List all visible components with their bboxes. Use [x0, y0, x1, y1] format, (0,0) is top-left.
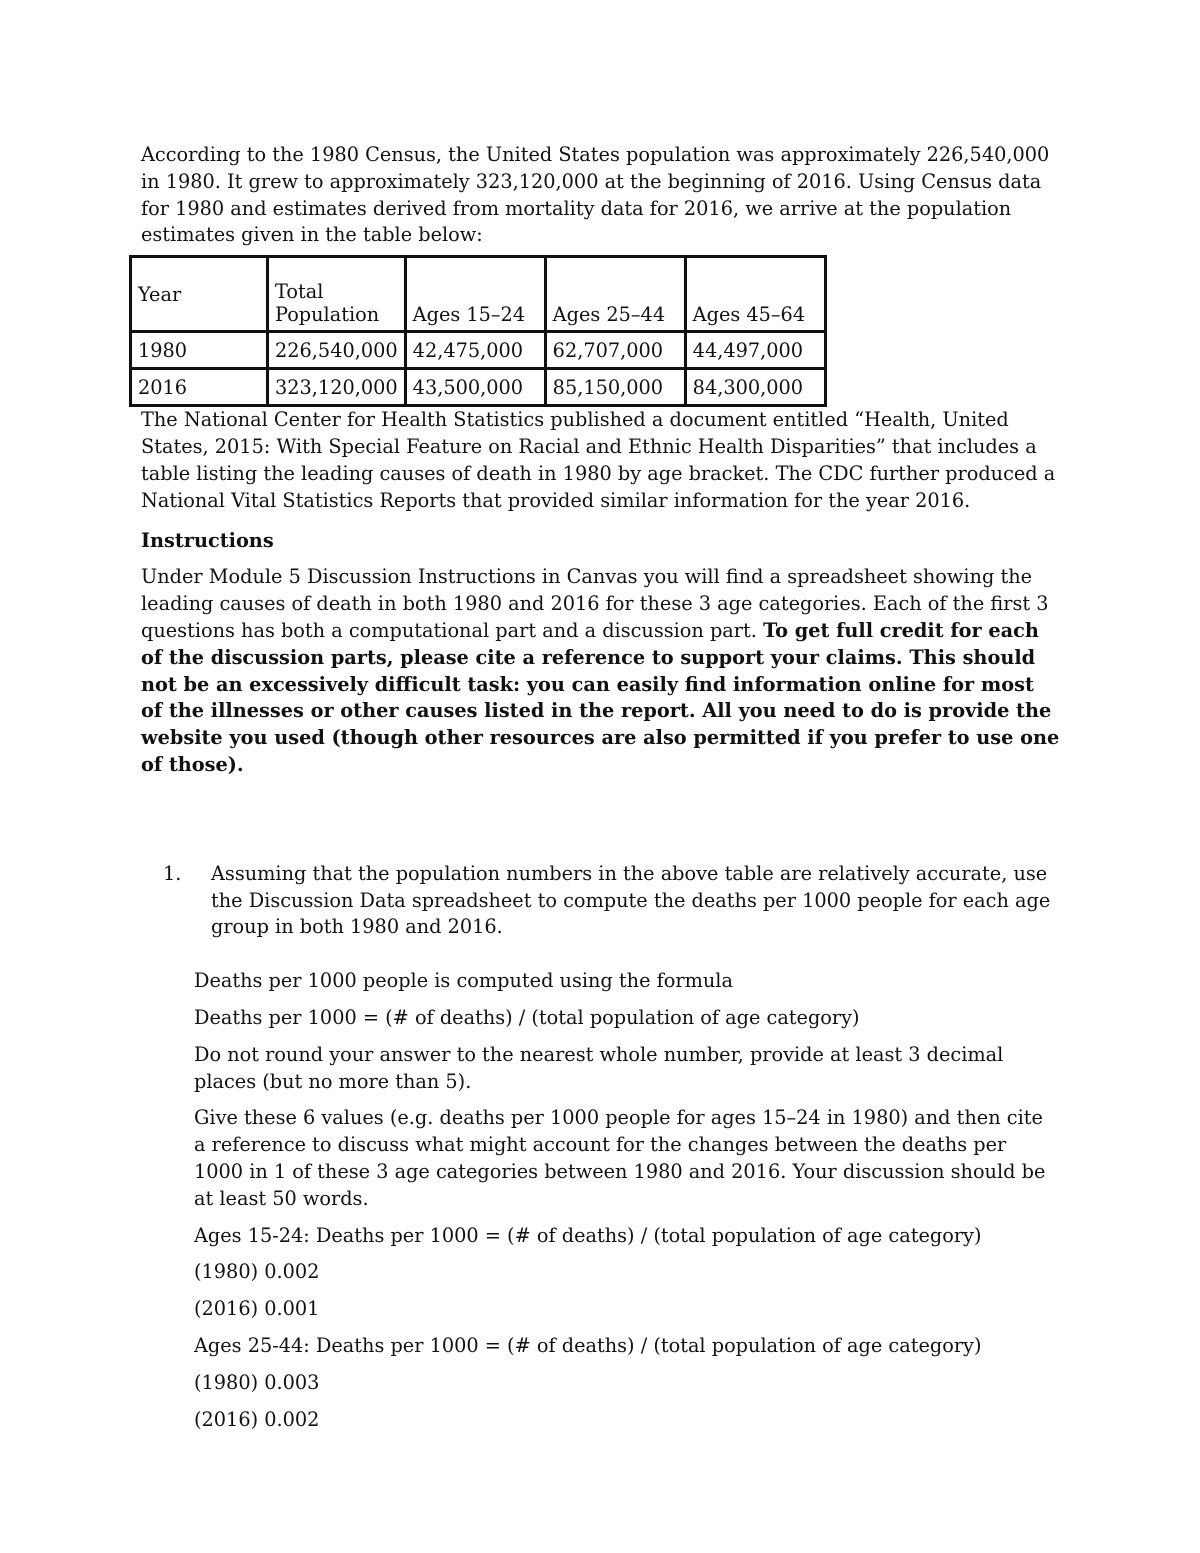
question-details	[194, 968, 1059, 1433]
document-page	[138, 142, 1061, 1433]
question-number: 1.	[163, 861, 182, 885]
table-cell: 2016	[131, 369, 268, 406]
instructions-heading: Instructions	[141, 529, 274, 553]
header-total-line2: Population	[275, 303, 380, 327]
rounding-note: Do not round your answer to the nearest whole number, provide at least 3 decimal places (but no more than 5).	[194, 1042, 1004, 1093]
give-values-note: Give these 6 values (e.g. deaths per 1000 people for ages 15–24 in 1980) and then cite a reference to discuss what might account for the changes between the deaths per 1000 in 1 of these 3 age categories between 1980 and 2016. Your discussion should be at least 50 words.	[194, 1106, 1046, 1210]
table-cell: 44,497,000	[685, 332, 825, 369]
answer-label: Ages 25-44: Deaths per 1000 = (# of deaths) / (total population of age category)	[194, 1333, 982, 1357]
header-ages-15-24: Ages 15–24	[405, 257, 545, 332]
answer-label: Ages 15-24: Deaths per 1000 = (# of deaths) / (total population of age category)	[194, 1223, 982, 1247]
header-ages-45-64: Ages 45–64	[685, 257, 825, 332]
table-header-row	[131, 257, 826, 332]
table-cell: 62,707,000	[545, 332, 685, 369]
answer-value: (2016) 0.002	[194, 1407, 320, 1431]
intro-paragraph: According to the 1980 Census, the United States population was approximately 226,540,000 in 1980. It grew to approximately 323,120,000 at the beginning of 2016. Using Census data for 1980 and estimates derived from mortality data for 2016, we arrive at the population estimates given in the table below:	[141, 143, 1050, 247]
instructions-bold-text: To get full credit for each of the discussion parts, please cite a reference to support your claims. This should not be an excessively difficult task: you can easily find information online for most of the illnesses or other causes listed in the report. All you need to do is provide the website you used (though other resources are also permitted if you prefer to use one of those).	[141, 618, 1060, 776]
population-table	[129, 255, 827, 407]
answer-value: (1980) 0.003	[194, 1370, 320, 1394]
instructions-paragraph	[141, 564, 1061, 778]
header-ages-25-44: Ages 25–44	[545, 257, 685, 332]
table-row	[131, 369, 826, 406]
table-cell: 226,540,000	[268, 332, 406, 369]
table-row	[131, 332, 826, 369]
table-cell: 43,500,000	[405, 369, 545, 406]
formula-text: Deaths per 1000 = (# of deaths) / (total population of age category)	[194, 1005, 860, 1029]
answer-value: (2016) 0.001	[194, 1297, 320, 1321]
table-cell: 84,300,000	[685, 369, 825, 406]
question-text: Assuming that the population numbers in the above table are relatively accurate, use the Discussion Data spreadsheet to compute the deaths per 1000 people for each age group in both 1980 and 2016.	[211, 861, 1051, 939]
table-cell: 85,150,000	[545, 369, 685, 406]
table-cell: 1980	[131, 332, 268, 369]
table-cell: 323,120,000	[268, 369, 406, 406]
header-total-line1: Total	[275, 280, 324, 304]
header-total-population	[268, 257, 406, 332]
table-cell: 42,475,000	[405, 332, 545, 369]
answer-value: (1980) 0.002	[194, 1260, 320, 1284]
formula-intro: Deaths per 1000 people is computed using the formula	[194, 969, 733, 993]
nchs-paragraph: The National Center for Health Statistics published a document entitled “Health, United States, 2015: With Special Feature on Racial and Ethnic Health Disparities” that includes a table listing the leading causes of death in 1980 by age bracket. The CDC further produced a National Vital Statistics Reports that provided similar information for the year 2016.	[141, 408, 1056, 512]
question-list	[163, 861, 1061, 941]
header-year: Year	[131, 257, 268, 332]
instructions-plain-text: Under Module 5 Discussion Instructions in Canvas you will find a spreadsheet showing the leading causes of death in both 1980 and 2016 for these 3 age categories. Each of the first 3 questions has both a computational part and a discussion part.	[141, 565, 1049, 642]
